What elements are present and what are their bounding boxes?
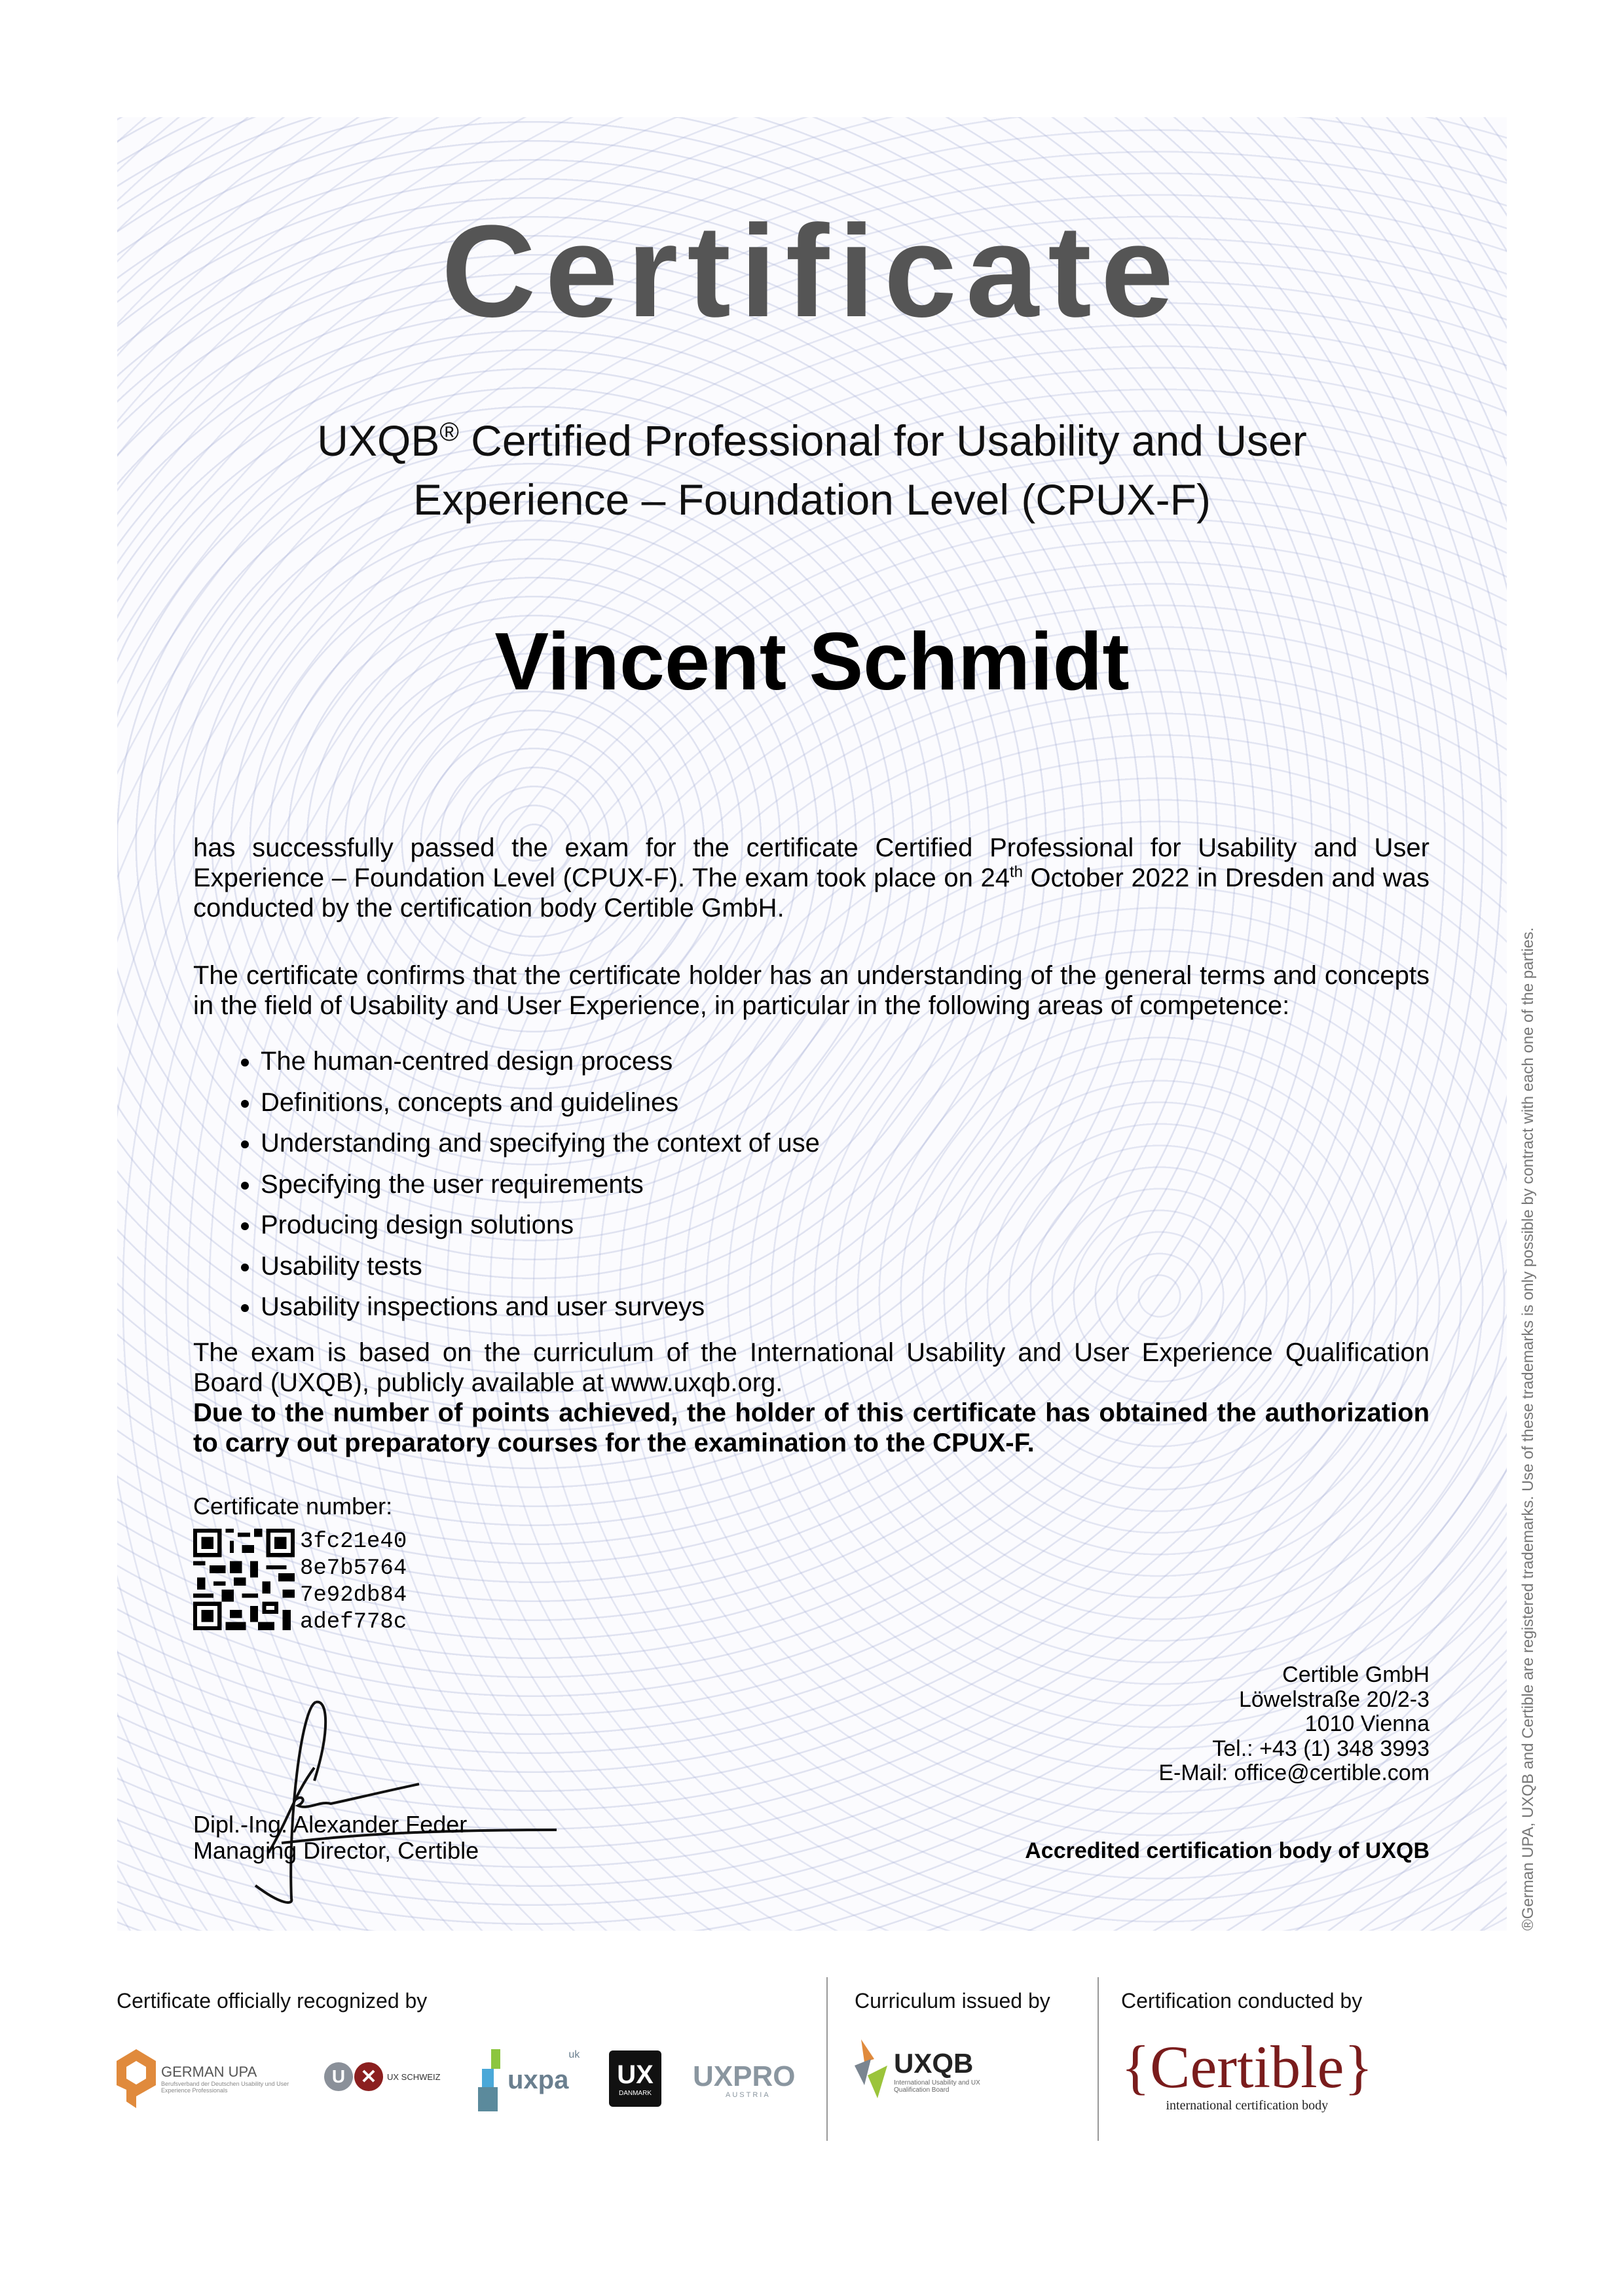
ux-schweiz-u-icon: U bbox=[324, 2062, 353, 2091]
certible-logo bbox=[1121, 2033, 1373, 2113]
certificate-number-label: Certificate number: bbox=[193, 1493, 393, 1520]
curriculum-issued-label: Curriculum issued by bbox=[855, 1989, 1050, 2013]
text: has successfully passed the exam for the certificate Certified Professional for Usability and User Experience – Foundation Level (CPUX-F). The exam took place on 24 bbox=[193, 833, 1430, 892]
uxpro-logo bbox=[693, 2062, 795, 2099]
guilloche-background bbox=[117, 117, 1507, 1931]
list-item: • Usability tests bbox=[261, 1246, 820, 1287]
german-upa-name: GERMAN UPA bbox=[161, 2064, 257, 2080]
signatory-role: Managing Director, Certible bbox=[193, 1837, 479, 1864]
german-upa-icon bbox=[117, 2049, 156, 2108]
text: October 2022 in Dresden and was conducted by the certification body Certible GmbH. bbox=[193, 864, 1430, 922]
conducted-by-label: Certification conducted by bbox=[1121, 1989, 1363, 2013]
certificate-subtitle bbox=[0, 403, 1624, 529]
certible-name: {Certible} bbox=[1121, 2033, 1373, 2100]
uxqb-name: UXQB bbox=[894, 2047, 974, 2079]
registered-mark: ® bbox=[439, 418, 459, 446]
address-line: Tel.: +43 (1) 348 3993 bbox=[1212, 1736, 1430, 1761]
divider bbox=[1098, 1977, 1099, 2141]
subtitle-uxqb: UXQB bbox=[317, 416, 440, 465]
list-item: • The human-centred design process bbox=[261, 1041, 820, 1082]
accreditation-note: Accredited certification body of UXQB bbox=[1025, 1838, 1430, 1863]
uxpa-icon bbox=[478, 2049, 507, 2111]
uxpa-logo bbox=[478, 2049, 580, 2111]
uxpa-name: uxpa bbox=[507, 2066, 569, 2094]
ux-danmark-sub: DANMARK bbox=[618, 2090, 652, 2097]
paragraph-confirmation: The certificate confirms that the certificate holder has an understanding of the general terms and concepts in the field of Usability and User Experience, in particular in the following areas of competence: bbox=[193, 961, 1430, 1020]
address-line: Löwelstraße 20/2-3 bbox=[1238, 1686, 1430, 1712]
recognized-by-label: Certificate officially recognized by bbox=[117, 1989, 428, 2013]
competence-list bbox=[236, 1041, 820, 1328]
paragraph-curriculum: The exam is based on the curriculum of the International Usability and User Experience Qualification Board (UXQB), publicly available at www.uxqb.org. bbox=[193, 1338, 1430, 1397]
divider bbox=[826, 1977, 828, 2141]
address-line: 1010 Vienna bbox=[1304, 1711, 1430, 1736]
certificate-number-line: 3fc21e40 bbox=[300, 1529, 407, 1554]
uxqb-logo bbox=[855, 2039, 1005, 2102]
ordinal-suffix: th bbox=[1009, 863, 1023, 881]
signatory-name: Dipl.-Ing. Alexander Feder bbox=[193, 1811, 468, 1838]
ux-schweiz-name: UX SCHWEIZ bbox=[387, 2071, 441, 2082]
list-item: • Usability inspections and user surveys bbox=[261, 1286, 820, 1328]
signature bbox=[216, 1689, 570, 1905]
paragraph-exam bbox=[193, 833, 1430, 923]
address-line: E-Mail: office@certible.com bbox=[1158, 1760, 1430, 1785]
german-upa-tagline: Berufsverband der Deutschen Usability und User Experience Professionals bbox=[161, 2081, 289, 2094]
certible-address bbox=[1158, 1663, 1430, 1786]
ux-danmark-name: UX bbox=[617, 2060, 654, 2089]
uxpro-sub: AUSTRIA bbox=[726, 2091, 771, 2099]
ux-schweiz-logo bbox=[324, 2062, 441, 2091]
address-line: Certible GmbH bbox=[1282, 1662, 1430, 1687]
certificate-number bbox=[300, 1529, 407, 1636]
ux-schweiz-x-icon: ✕ bbox=[354, 2062, 383, 2091]
paragraph-authorization: Due to the number of points achieved, the holder of this certificate has obtained the authorization to carry out preparatory courses for the examination to the CPUX-F. bbox=[193, 1398, 1430, 1457]
list-item: • Definitions, concepts and guidelines bbox=[261, 1082, 820, 1123]
uxpro-name: UXPRO bbox=[693, 2060, 796, 2092]
list-item: • Understanding and specifying the context of use bbox=[261, 1123, 820, 1164]
certificate-number-line: adef778c bbox=[300, 1610, 407, 1635]
qr-code bbox=[193, 1529, 295, 1630]
uxpa-suffix: uk bbox=[568, 2049, 580, 2060]
certible-tagline: international certification body bbox=[1166, 2098, 1329, 2113]
holder-name: Vincent Schmidt bbox=[494, 617, 1130, 707]
list-item: • Specifying the user requirements bbox=[261, 1164, 820, 1205]
ux-danmark-logo bbox=[609, 2050, 661, 2107]
subtitle-line2: Experience – Foundation Level (CPUX-F) bbox=[413, 475, 1211, 524]
certificate-title: Certificate bbox=[441, 198, 1183, 344]
uxqb-tagline: International Usability and UX Qualification Board bbox=[894, 2079, 980, 2094]
trademark-note: ®German UPA, UXQB and Certible are registered trademarks. Use of these trademarks is only possible by contract with each one of the parties. bbox=[1519, 927, 1537, 1931]
uxqb-icon bbox=[855, 2039, 894, 2102]
subtitle-line1: Certified Professional for Usability and User bbox=[458, 416, 1307, 465]
signatory bbox=[193, 1812, 479, 1864]
german-upa-logo bbox=[117, 2049, 305, 2108]
certificate-number-line: 8e7b5764 bbox=[300, 1556, 407, 1581]
list-item: • Producing design solutions bbox=[261, 1205, 820, 1246]
certificate-number-line: 7e92db84 bbox=[300, 1583, 407, 1608]
